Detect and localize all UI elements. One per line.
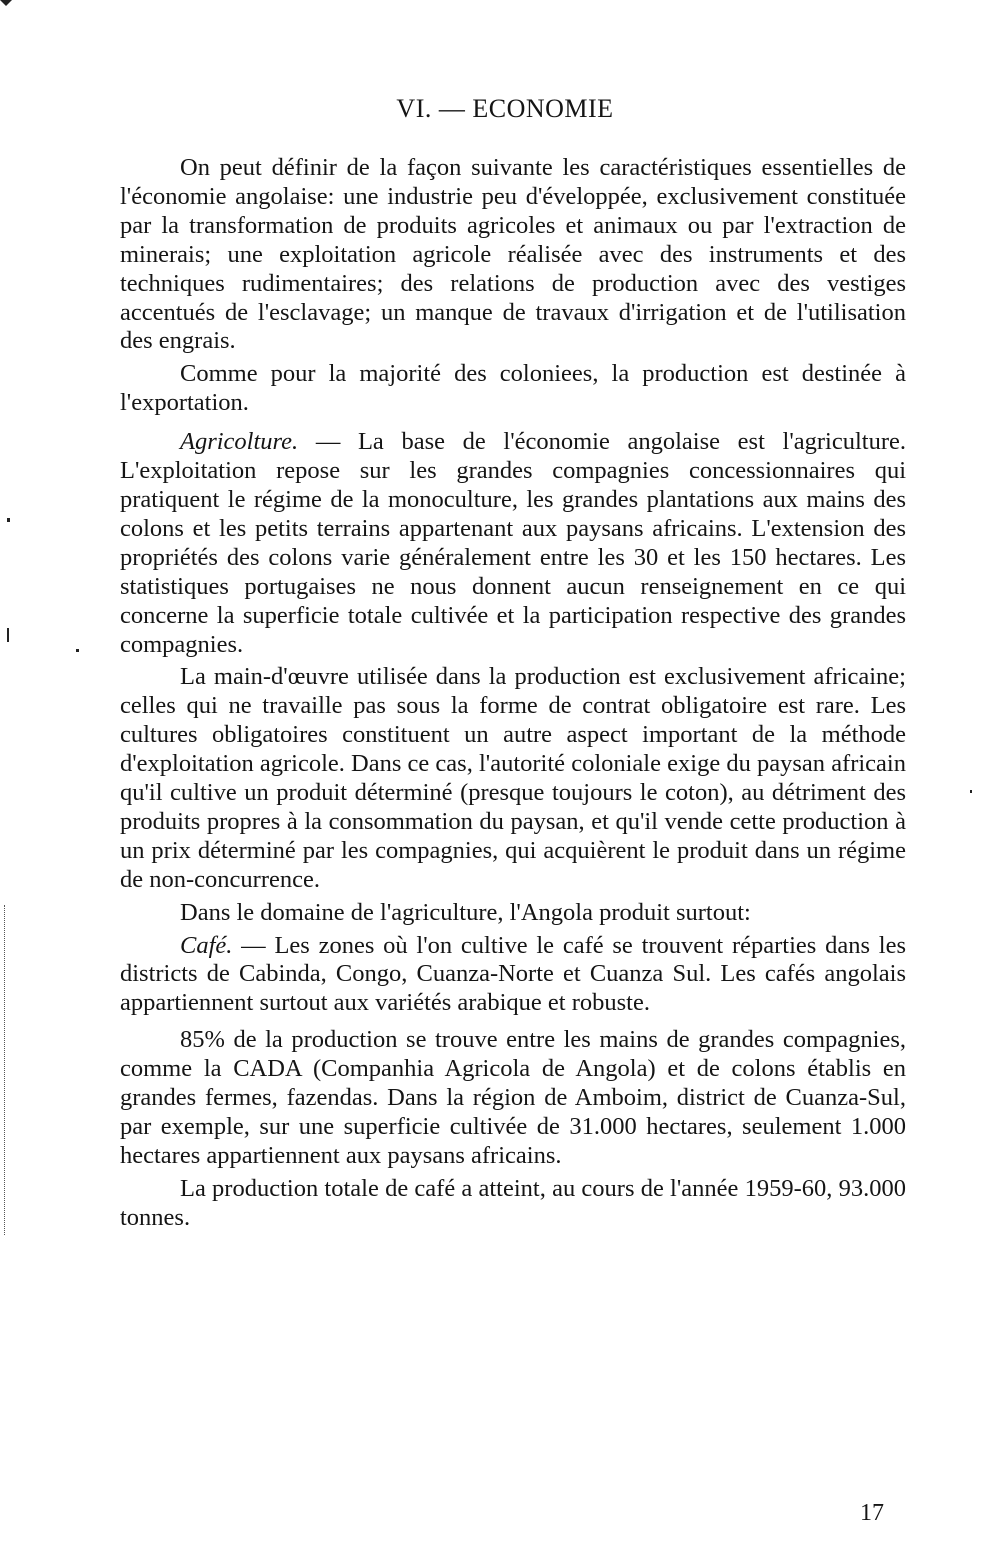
paragraph bbox=[120, 360, 906, 418]
paragraph-text: — Les zones où l'on cultive le café se trouvent réparties dans les districts de Cabinda, Congo, Cuanza-Norte et Cuanza Sul. Les cafés angolais appartiennent surtout aux variétés arabique et robuste. bbox=[120, 931, 906, 1017]
paragraph-text: — La base de l'économie angolaise est l'agriculture. L'exploitation repose sur les grandes compagnies concessionnaires qui pratiquent le régime de la monoculture, les grandes plantations aux mains des colons et les petits terrains appartenant aux paysans africains. L'extension des propriétés des colons varie généralement entre les 30 et les 150 hectares. Les statistiques portugaises ne nous donnent aucun renseignement en ce qui concerne la superficie totale cultivée et la participation respective des grandes compagnies. bbox=[120, 428, 906, 658]
paragraph bbox=[120, 154, 906, 356]
scan-speck bbox=[970, 790, 972, 793]
scan-speck bbox=[76, 649, 79, 652]
section-lead: Agricolture. bbox=[180, 428, 299, 456]
body-text bbox=[120, 154, 906, 1237]
paragraph-text: 85% de la production se trouve entre les mains de grandes compagnies, comme la CADA (Companhia Agricola de Angola) et de colons établis en grandes fermes, fazendas. Dans la région de Amboim, district de Cuanza-Sul, par exemple, sur une superficie cultivée de 31.000 hectares, seulement 1.000 hectares appartiennent aux paysans africains. bbox=[120, 1026, 906, 1169]
paragraph bbox=[120, 932, 906, 1019]
paragraph-text: Dans le domaine de l'agriculture, l'Angola produit surtout: bbox=[180, 898, 751, 926]
paragraph bbox=[120, 663, 906, 894]
paragraph-text: On peut définir de la façon suivante les caractéristiques essentielles de l'économie angolaise: une industrie peu d'éveloppée, exclusivement constituée par la transformation de produits agricoles et animaux ou par l'extraction de minerais; une exploitation agricole réalisée avec des instruments et des techniques rudimentaires; des relations de production avec des vestiges accentués de l'esclavage; un manque de travaux d'irrigation et de l'utilisation des engrais. bbox=[120, 154, 906, 355]
paragraph bbox=[120, 1175, 906, 1233]
scan-margin-rule bbox=[4, 905, 6, 1235]
scan-speck bbox=[7, 518, 10, 522]
scan-speck bbox=[7, 628, 9, 642]
paragraph bbox=[120, 899, 906, 928]
paragraph-text: La production totale de café a atteint, au cours de l'année 1959-60, 93.000 tonnes. bbox=[120, 1174, 906, 1231]
chapter-heading: VI. — ECONOMIE bbox=[396, 94, 614, 123]
paragraph-text: La main-d'œuvre utilisée dans la production est exclusivement africaine; celles qui ne travaille pas sous la forme de contrat obligatoire est rare. Les cultures obligatoires constituent un autre aspect important de la méthode d'exploitation agricole. Dans ce cas, l'autorité coloniale exige du paysan africain qu'il cultive un produit déterminé (presque toujours le coton), au détriment des produits propres à la consommation du paysan, et qu'il vende cette production à un prix déterminé par les compagnies, qui acquièrent le produit dans un régime de non-concurrence. bbox=[120, 663, 906, 893]
section-lead: Café. bbox=[180, 931, 233, 959]
paragraph-text: Comme pour la majorité des coloniees, la production est destinée à l'exportation. bbox=[120, 360, 906, 417]
page-number: 17 bbox=[860, 1500, 884, 1526]
paragraph bbox=[120, 1026, 906, 1171]
paragraph bbox=[120, 428, 906, 659]
scan-corner-mark bbox=[0, 0, 12, 6]
